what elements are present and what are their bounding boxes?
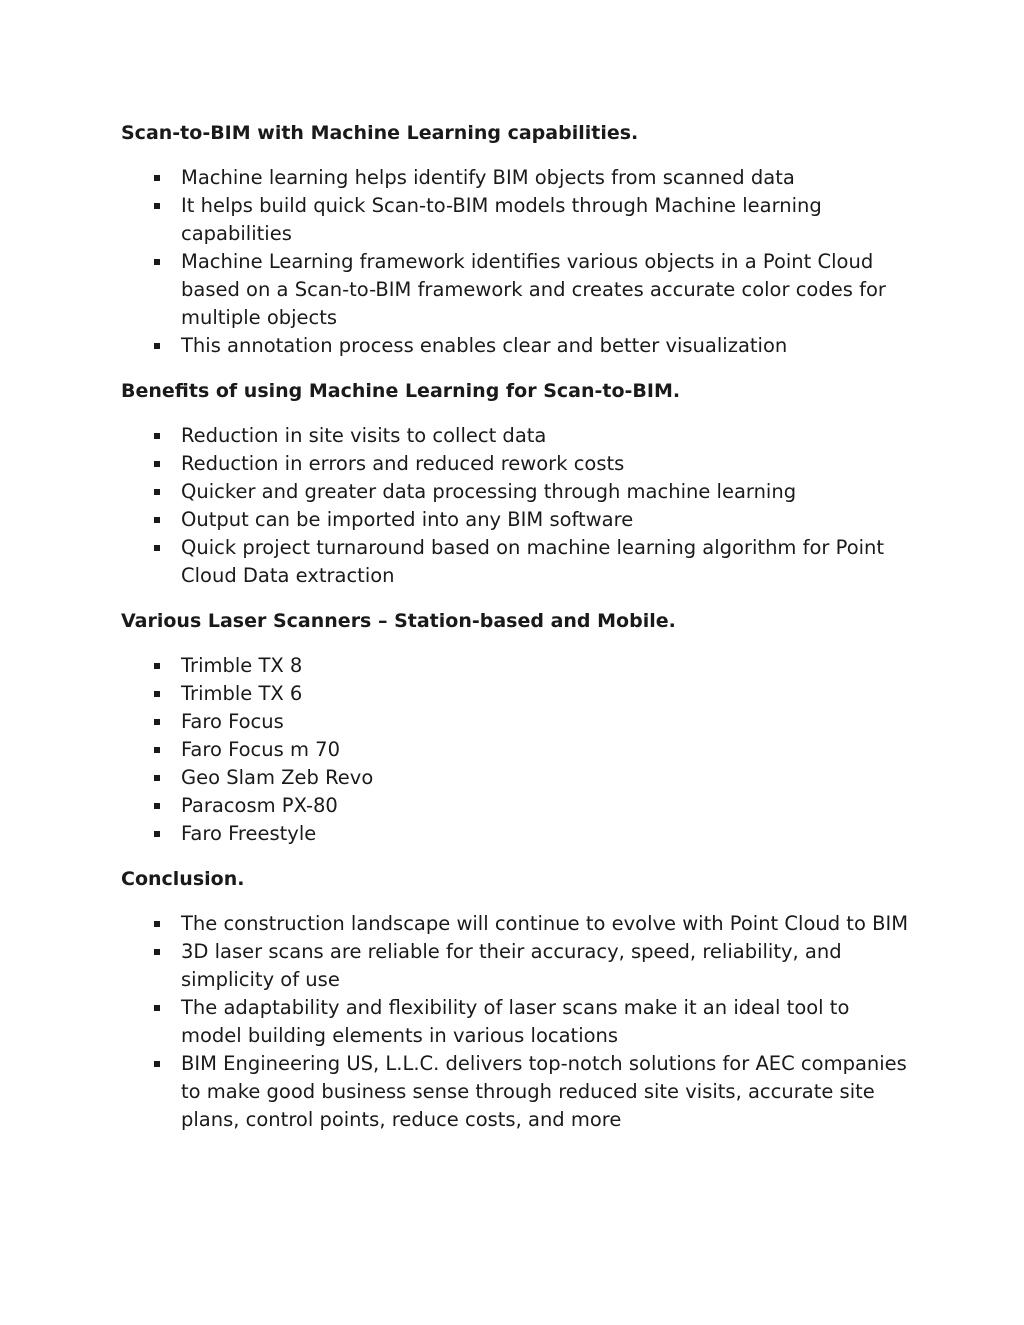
list-item xyxy=(121,680,911,708)
list-item-text: Trimble TX 8 xyxy=(181,654,303,677)
list-item-text: Paracosm PX-80 xyxy=(181,794,338,817)
list-item-text: Faro Freestyle xyxy=(181,822,317,845)
list-item xyxy=(121,192,911,248)
square-bullet-icon xyxy=(154,545,160,551)
list-item xyxy=(121,506,911,534)
square-bullet-icon xyxy=(154,831,160,837)
list-item xyxy=(121,938,911,994)
list-item-text: Faro Focus xyxy=(181,710,284,733)
section-heading: Scan-to-BIM with Machine Learning capabilities. xyxy=(121,122,639,144)
square-bullet-icon xyxy=(154,259,160,265)
list-item xyxy=(121,736,911,764)
bullet-list xyxy=(121,910,911,1134)
list-item-text: The adaptability and flexibility of laser scans make it an ideal tool to model building elements in various locations xyxy=(181,996,850,1047)
bullet-list xyxy=(121,164,911,360)
list-item-text: 3D laser scans are reliable for their accuracy, speed, reliability, and simplicity of use xyxy=(181,940,842,991)
list-item xyxy=(121,164,911,192)
list-item xyxy=(121,708,911,736)
list-item-text: Output can be imported into any BIM software xyxy=(181,508,634,531)
list-item xyxy=(121,652,911,680)
square-bullet-icon xyxy=(154,461,160,467)
square-bullet-icon xyxy=(154,517,160,523)
list-item-text: Geo Slam Zeb Revo xyxy=(181,766,374,789)
list-item-text: Trimble TX 6 xyxy=(181,682,303,705)
list-item-text: The construction landscape will continue to evolve with Point Cloud to BIM xyxy=(181,912,909,935)
section-heading: Various Laser Scanners – Station-based and Mobile. xyxy=(121,610,676,632)
bullet-list xyxy=(121,652,911,848)
square-bullet-icon xyxy=(154,803,160,809)
list-item-text: It helps build quick Scan-to-BIM models through Machine learning capabilities xyxy=(181,194,822,245)
list-item-text: Faro Focus m 70 xyxy=(181,738,340,761)
list-item-text: Reduction in errors and reduced rework costs xyxy=(181,452,625,475)
square-bullet-icon xyxy=(154,719,160,725)
square-bullet-icon xyxy=(154,775,160,781)
list-item xyxy=(121,1050,911,1134)
list-item-text: Quick project turnaround based on machine learning algorithm for Point Cloud Data extraction xyxy=(181,536,885,587)
bullet-list xyxy=(121,422,911,590)
list-item-text: Machine learning helps identify BIM objects from scanned data xyxy=(181,166,795,189)
list-item-text: Reduction in site visits to collect data xyxy=(181,424,547,447)
square-bullet-icon xyxy=(154,747,160,753)
list-item xyxy=(121,248,911,332)
section-heading: Benefits of using Machine Learning for Scan-to-BIM. xyxy=(121,380,681,402)
list-item-text: This annotation process enables clear and better visualization xyxy=(181,334,788,357)
list-item xyxy=(121,792,911,820)
list-item xyxy=(121,450,911,478)
square-bullet-icon xyxy=(154,175,160,181)
list-item xyxy=(121,764,911,792)
square-bullet-icon xyxy=(154,433,160,439)
square-bullet-icon xyxy=(154,1061,160,1067)
list-item xyxy=(121,478,911,506)
list-item xyxy=(121,820,911,848)
section-heading: Conclusion. xyxy=(121,868,245,890)
square-bullet-icon xyxy=(154,949,160,955)
list-item-text: BIM Engineering US, L.L.C. delivers top-notch solutions for AEC companies to make good business sense through reduced site visits, accurate site plans, control points, reduce costs, and more xyxy=(181,1052,907,1131)
square-bullet-icon xyxy=(154,921,160,927)
square-bullet-icon xyxy=(154,203,160,209)
list-item xyxy=(121,910,911,938)
square-bullet-icon xyxy=(154,663,160,669)
list-item-text: Quicker and greater data processing through machine learning xyxy=(181,480,797,503)
list-item xyxy=(121,422,911,450)
square-bullet-icon xyxy=(154,1005,160,1011)
list-item-text: Machine Learning framework identifies various objects in a Point Cloud based on a Scan-to-BIM framework and creates accurate color codes for multiple objects xyxy=(181,250,886,329)
list-item xyxy=(121,332,911,360)
document-content xyxy=(121,119,911,1151)
list-item xyxy=(121,534,911,590)
square-bullet-icon xyxy=(154,343,160,349)
list-item xyxy=(121,994,911,1050)
square-bullet-icon xyxy=(154,691,160,697)
square-bullet-icon xyxy=(154,489,160,495)
